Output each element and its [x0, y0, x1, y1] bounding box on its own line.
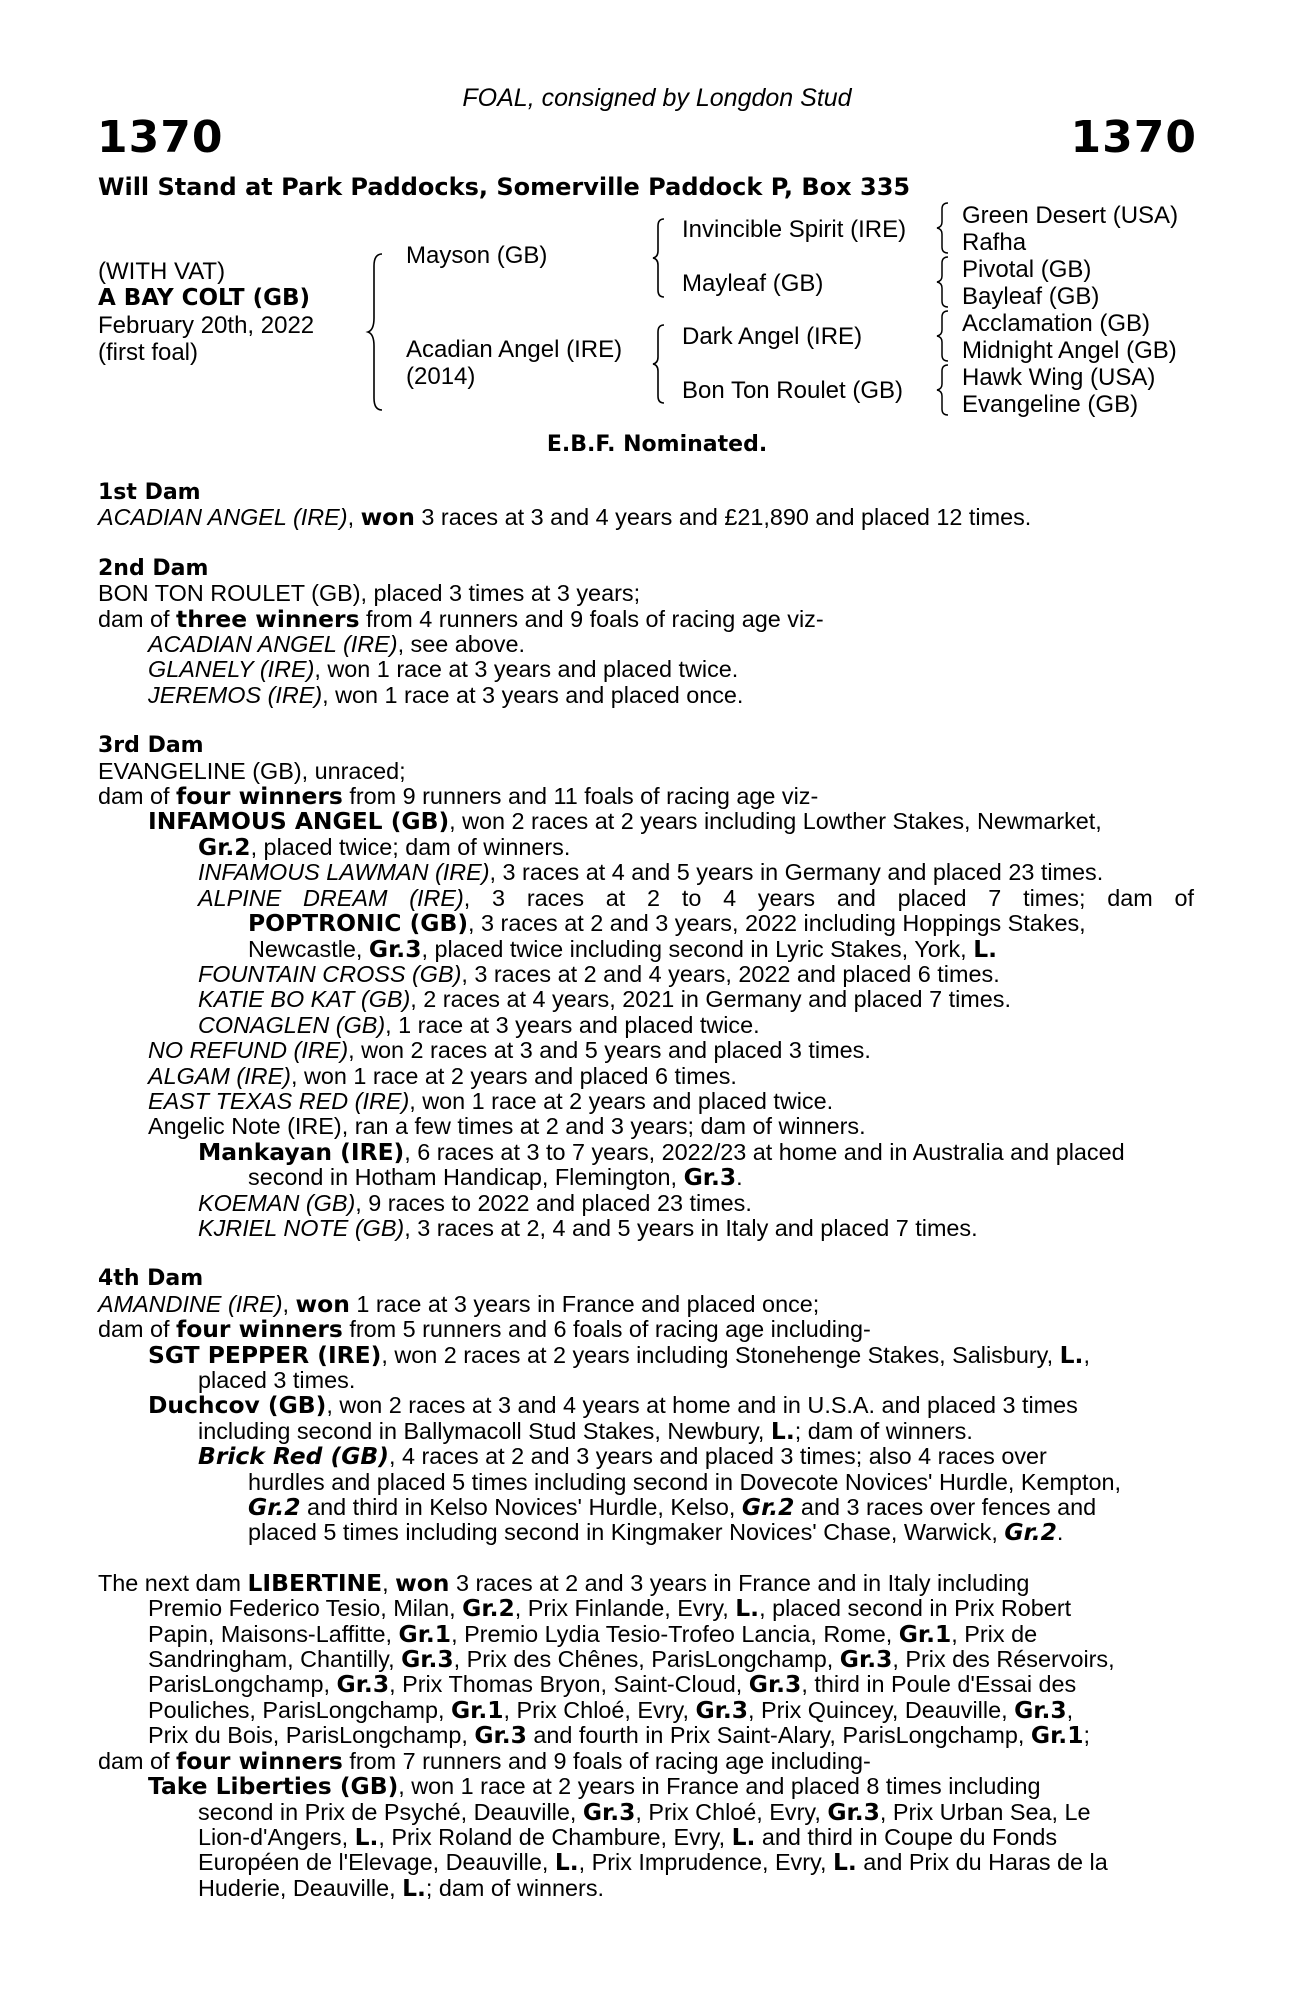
grade: L. — [354, 1822, 379, 1851]
lot-number-left: 1370 — [97, 112, 224, 163]
brace-ds — [938, 310, 952, 362]
produce-name: ALGAM (IRE) — [148, 1062, 291, 1089]
consigned-by: FOAL, consigned by Longdon Stud — [462, 84, 852, 112]
produce-text: hurdles and placed 5 times including second in Dovecote Novices' Hurdle, Kempton, — [248, 1468, 1122, 1495]
grade: Gr.3 — [827, 1797, 880, 1826]
produce-name: GLANELY (IRE) — [148, 656, 315, 683]
grade: Gr.2 — [741, 1493, 795, 1522]
first-dam-line: ACADIAN ANGEL (IRE), won 3 races at 3 and 4 years and £21,890 and placed 12 times. — [98, 503, 1032, 532]
list-item — [148, 657, 1194, 682]
fourth-dam-name: AMANDINE (IRE) — [98, 1290, 283, 1317]
race-text: Papin, Maisons-Laffitte, — [148, 1620, 399, 1647]
dam-of-label: dam of — [98, 783, 177, 810]
dam-year: (2014) — [406, 363, 476, 390]
produce-text: ; dam of winners. — [794, 1417, 973, 1444]
runners-count: from 4 runners and 9 foals of racing age viz- — [359, 605, 824, 632]
produce-text: , 3 races at 2, 4 and 5 years in Italy and placed 7 times. — [404, 1214, 978, 1241]
produce-text: ; dam of winners. — [425, 1874, 605, 1901]
brace-ss — [938, 202, 952, 254]
dam-of-label: dam of — [98, 605, 177, 632]
produce-text: second in Hotham Handicap, Flemington, — [248, 1164, 684, 1191]
next-dam-produce-summary — [98, 1746, 1194, 1775]
race-text: ; — [1083, 1722, 1090, 1749]
race-text: 3 races at 2 and 3 years in France and in Italy including — [449, 1569, 1030, 1596]
next-dam-intro: The next dam — [98, 1569, 248, 1596]
grade: Gr.2 — [1004, 1518, 1057, 1547]
list-item — [98, 911, 1194, 962]
grade: Gr.3 — [401, 1645, 454, 1674]
list-item — [148, 683, 1194, 708]
produce-text: Huderie, Deauville, — [198, 1874, 403, 1901]
produce-name: Brick Red (GB) — [198, 1442, 389, 1471]
dam-of-label: dam of — [98, 1316, 177, 1343]
dam-name: Acadian Angel (IRE) — [406, 336, 623, 363]
first-dam-heading: 1st Dam — [98, 480, 201, 505]
produce-text: , 2 races at 4 years, 2021 in Germany and placed 7 times. — [410, 986, 1011, 1013]
produce-name: SGT PEPPER (IRE) — [148, 1340, 382, 1369]
produce-text: , 3 races at 4 and 5 years in Germany and placed 23 times. — [489, 859, 1104, 886]
produce-text: , won 2 races at 2 years including Stonehenge Stakes, Salisbury, — [381, 1341, 1060, 1368]
runners-count: from 7 runners and 9 foals of racing age including- — [342, 1747, 871, 1774]
produce-name: ALPINE DREAM (IRE) — [198, 884, 464, 911]
produce-text: second in Prix de Psyché, Deauville, — [198, 1798, 583, 1825]
ebf-nominated: E.B.F. Nominated. — [546, 432, 768, 457]
grade: L. — [1059, 1340, 1084, 1369]
next-dam-paragraph — [98, 1568, 1194, 1750]
sire-dam: Mayleaf (GB) — [682, 270, 824, 297]
runners-count: from 5 runners and 6 foals of racing age including- — [342, 1316, 871, 1343]
produce-name: CONAGLEN (GB) — [198, 1011, 386, 1038]
race-text: , Prix Quincey, Deauville, — [748, 1696, 1015, 1723]
produce-text: , 1 race at 3 years and placed twice. — [385, 1011, 760, 1038]
race-text: Sandringham, Chantilly, — [148, 1646, 402, 1673]
grade: Gr.3 — [748, 1670, 802, 1699]
produce-name: INFAMOUS LAWMAN (IRE) — [198, 859, 490, 886]
produce-text: , — [1083, 1341, 1090, 1368]
list-item: Angelic Note (IRE), ran a few times at 2 and 3 years; dam of winners. — [148, 1113, 866, 1140]
produce-text: , 6 races at 3 to 7 years, 2022/23 at home and in Australia and placed — [404, 1138, 1125, 1165]
next-dam-name: LIBERTINE — [247, 1568, 383, 1597]
third-dam-line: EVANGELINE (GB), unraced; — [98, 757, 406, 784]
produce-name: FOUNTAIN CROSS (GB) — [198, 960, 462, 987]
sd-sire: Pivotal (GB) — [962, 256, 1092, 283]
produce-text: and third in Coupe du Fonds — [755, 1823, 1058, 1850]
list-item — [98, 1393, 1194, 1444]
produce-text: , won 1 race at 2 years and placed twice. — [409, 1087, 834, 1114]
foaling-date: February 20th, 2022 — [98, 312, 315, 339]
grade: Gr.3 — [1014, 1695, 1067, 1724]
grade: L. — [554, 1848, 579, 1877]
produce-text: , placed twice including second in Lyric Stakes, York, — [421, 935, 974, 962]
list-item — [98, 1137, 1194, 1192]
grade: Gr.3 — [336, 1670, 390, 1699]
race-text: Prix du Bois, ParisLongchamp, — [148, 1722, 475, 1749]
separator: , — [382, 1569, 396, 1596]
race-text: , Prix des Réservoirs, — [892, 1646, 1115, 1673]
race-text: , Prix Finlande, Evry, — [514, 1595, 736, 1622]
produce-name: KATIE BO KAT (GB) — [198, 986, 411, 1013]
sire-sire: Invincible Spirit (IRE) — [682, 216, 907, 243]
list-item — [198, 1216, 1194, 1241]
ds-sire: Acclamation (GB) — [962, 310, 1151, 337]
list-item — [148, 632, 1194, 657]
list-item — [198, 1013, 1194, 1038]
produce-name: POPTRONIC (GB) — [248, 909, 469, 938]
dam-dam: Bon Ton Roulet (GB) — [682, 377, 904, 404]
grade: L. — [731, 1822, 756, 1851]
next-dam-won: won — [395, 1568, 450, 1597]
winners-count: four winners — [176, 1746, 343, 1775]
dd-sire: Hawk Wing (USA) — [962, 364, 1156, 391]
race-text: , placed second in Prix Robert — [759, 1595, 1072, 1622]
grade: L. — [735, 1594, 760, 1623]
produce-text: , won 2 races at 2 years including Lowther Stakes, Newmarket, — [449, 808, 1102, 835]
second-dam-heading: 2nd Dam — [98, 555, 209, 581]
grade: L. — [973, 934, 997, 963]
sire-name: Mayson (GB) — [406, 242, 548, 269]
brace-dd — [938, 364, 952, 416]
produce-text: , Prix Chloé, Evry, — [635, 1798, 828, 1825]
produce-text: and third in Kelso Novices' Hurdle, Kelso, — [300, 1494, 742, 1521]
produce-text: Européen de l'Elevage, Deauville, — [198, 1849, 555, 1876]
produce-text: . — [736, 1164, 743, 1191]
first-foal-note: (first foal) — [98, 339, 199, 366]
race-text: , Prix de — [951, 1620, 1038, 1647]
winners-count: four winners — [176, 782, 343, 811]
produce-name: INFAMOUS ANGEL (GB) — [148, 807, 450, 836]
produce-name: KJRIEL NOTE (GB) — [198, 1214, 405, 1241]
race-text: , third in Poule d'Essai des — [801, 1671, 1077, 1698]
produce-name: Duchcov (GB) — [148, 1391, 327, 1420]
produce-text: , 3 races at 2 to 4 years and placed 7 times; dam of — [463, 884, 1194, 911]
fourth-dam-produce-summary — [98, 1317, 1194, 1342]
produce-name: EAST TEXAS RED (IRE) — [148, 1087, 410, 1114]
produce-text: , 3 races at 2 and 4 years, 2022 and placed 6 times. — [461, 960, 1000, 987]
winners-count: four winners — [176, 1315, 343, 1344]
produce-text: , won 1 race at 2 years in France and placed 8 times including — [398, 1773, 1041, 1800]
grade: Gr.3 — [474, 1721, 527, 1750]
produce-text: , see above. — [397, 631, 526, 658]
dam-of-label: dam of — [98, 1747, 177, 1774]
vat-note: (WITH VAT) — [98, 258, 226, 285]
grade: L. — [402, 1873, 426, 1902]
list-item — [98, 1444, 1194, 1546]
produce-text: placed 5 times including second in Kingmaker Novices' Chase, Warwick, — [248, 1519, 1005, 1546]
list-item — [198, 987, 1194, 1012]
produce-text: , Prix Roland de Chambure, Evry, — [378, 1823, 732, 1850]
third-dam-heading: 3rd Dam — [98, 733, 204, 759]
produce-text: Newcastle, — [248, 935, 369, 962]
produce-text: , 3 races at 2 and 3 years, 2022 including Hoppings Stakes, — [468, 910, 1086, 937]
produce-text: and 3 races over fences and — [794, 1494, 1097, 1521]
produce-text: including second in Ballymacoll Stud Stakes, Newbury, — [198, 1417, 771, 1444]
grade: L. — [770, 1416, 795, 1445]
list-item — [98, 1774, 1194, 1901]
fourth-dam-line: AMANDINE (IRE), won 1 race at 3 years in France and placed once; — [98, 1289, 820, 1318]
race-text: ParisLongchamp, — [148, 1671, 337, 1698]
race-text: Pouliches, ParisLongchamp, — [148, 1696, 451, 1723]
brace-sire — [654, 218, 668, 298]
list-item — [98, 1340, 1194, 1394]
grade: L. — [833, 1848, 857, 1877]
second-dam-produce-summary — [98, 604, 1194, 633]
ss-sire: Green Desert (USA) — [962, 202, 1179, 229]
dam-sire: Dark Angel (IRE) — [682, 323, 863, 350]
first-dam-won: won — [360, 503, 415, 532]
grade: Gr.1 — [898, 1619, 952, 1648]
race-text: , Prix Thomas Bryon, Saint-Cloud, — [389, 1671, 749, 1698]
produce-text: , won 2 races at 3 and 4 years at home and in U.S.A. and placed 3 times — [326, 1392, 1078, 1419]
fourth-dam-text: 1 race at 3 years in France and placed once; — [349, 1290, 820, 1317]
first-dam-name: ACADIAN ANGEL (IRE) — [98, 504, 348, 531]
fourth-dam-won: won — [295, 1289, 350, 1318]
lot-number-right: 1370 — [1070, 112, 1197, 163]
produce-name: KOEMAN (GB) — [198, 1189, 356, 1216]
list-item — [198, 860, 1194, 885]
ss-dam: Rafha — [962, 229, 1027, 256]
runners-count: from 9 runners and 11 foals of racing age viz- — [342, 783, 819, 810]
brace-dam — [654, 324, 668, 404]
produce-text: and Prix du Haras de la — [856, 1849, 1108, 1876]
third-dam-produce-summary — [98, 784, 1194, 809]
list-item — [148, 1089, 1194, 1114]
winners-count: three winners — [176, 604, 360, 633]
grade: Gr.2 — [462, 1594, 515, 1623]
race-text: and fourth in Prix Saint-Alary, ParisLongchamp, — [526, 1722, 1031, 1749]
produce-text: , won 1 race at 2 years and placed 6 times. — [290, 1062, 737, 1089]
race-text: , — [1066, 1696, 1074, 1723]
first-dam-text: 3 races at 3 and 4 years and £21,890 and placed 12 times. — [414, 504, 1032, 531]
produce-text: , 4 races at 2 and 3 years and placed 3 times; also 4 races over — [388, 1443, 1047, 1470]
produce-text: , won 1 race at 3 years and placed once. — [322, 681, 744, 708]
grade: Gr.1 — [1030, 1721, 1084, 1750]
grade: Gr.3 — [582, 1797, 636, 1826]
grade: Gr.3 — [368, 934, 422, 963]
produce-name: NO REFUND (IRE) — [148, 1037, 349, 1064]
horse-name: A BAY COLT (GB) — [98, 285, 311, 311]
list-item — [148, 1064, 1194, 1089]
produce-text: , Prix Urban Sea, Le — [879, 1798, 1091, 1825]
second-dam-line: BON TON ROULET (GB), placed 3 times at 3 years; — [98, 580, 641, 607]
produce-text: Lion-d'Angers, — [198, 1823, 355, 1850]
grade: Gr.3 — [839, 1645, 893, 1674]
grade: Gr.2 — [248, 1493, 301, 1522]
produce-text: , placed twice; dam of winners. — [250, 833, 571, 860]
stand-location: Will Stand at Park Paddocks, Somerville Paddock P, Box 335 — [98, 173, 911, 201]
grade: Gr.3 — [683, 1163, 737, 1192]
list-item — [198, 962, 1194, 987]
dd-dam: Evangeline (GB) — [962, 391, 1139, 418]
produce-text: , 9 races to 2022 and placed 23 times. — [355, 1189, 752, 1216]
grade: Gr.3 — [695, 1695, 749, 1724]
fourth-dam-heading: 4th Dam — [98, 1266, 204, 1292]
list-item — [198, 886, 1194, 911]
catalogue-body — [98, 480, 1194, 1901]
produce-name: Mankayan (IRE) — [198, 1137, 405, 1166]
race-text: , Prix des Chênes, ParisLongchamp, — [453, 1646, 840, 1673]
race-text: , Prix Chloé, Evry, — [503, 1696, 696, 1723]
produce-text: , won 2 races at 3 and 5 years and placed 3 times. — [348, 1037, 871, 1064]
produce-text: , Prix Imprudence, Evry, — [578, 1849, 833, 1876]
brace-sd — [938, 256, 952, 308]
produce-text: , won 1 race at 3 years and placed twice. — [314, 656, 739, 683]
list-item — [98, 809, 1194, 860]
ds-dam: Midnight Angel (GB) — [962, 337, 1177, 364]
race-text: , Premio Lydia Tesio-Trofeo Lancia, Rome, — [451, 1620, 899, 1647]
produce-text: placed 3 times. — [198, 1367, 356, 1393]
grade: Gr.1 — [398, 1619, 452, 1648]
pedigree-brace-main — [370, 252, 390, 412]
list-item — [148, 1038, 1194, 1063]
sd-dam: Bayleaf (GB) — [962, 283, 1100, 310]
produce-name: Take Liberties (GB) — [148, 1772, 399, 1801]
produce-text: . — [1056, 1519, 1064, 1546]
race-text: Premio Federico Tesio, Milan, — [148, 1595, 463, 1622]
produce-name: JEREMOS (IRE) — [148, 681, 323, 708]
list-item — [198, 1191, 1194, 1216]
grade: Gr.2 — [198, 832, 251, 861]
grade: Gr.1 — [450, 1695, 504, 1724]
produce-name: ACADIAN ANGEL (IRE) — [148, 631, 398, 658]
